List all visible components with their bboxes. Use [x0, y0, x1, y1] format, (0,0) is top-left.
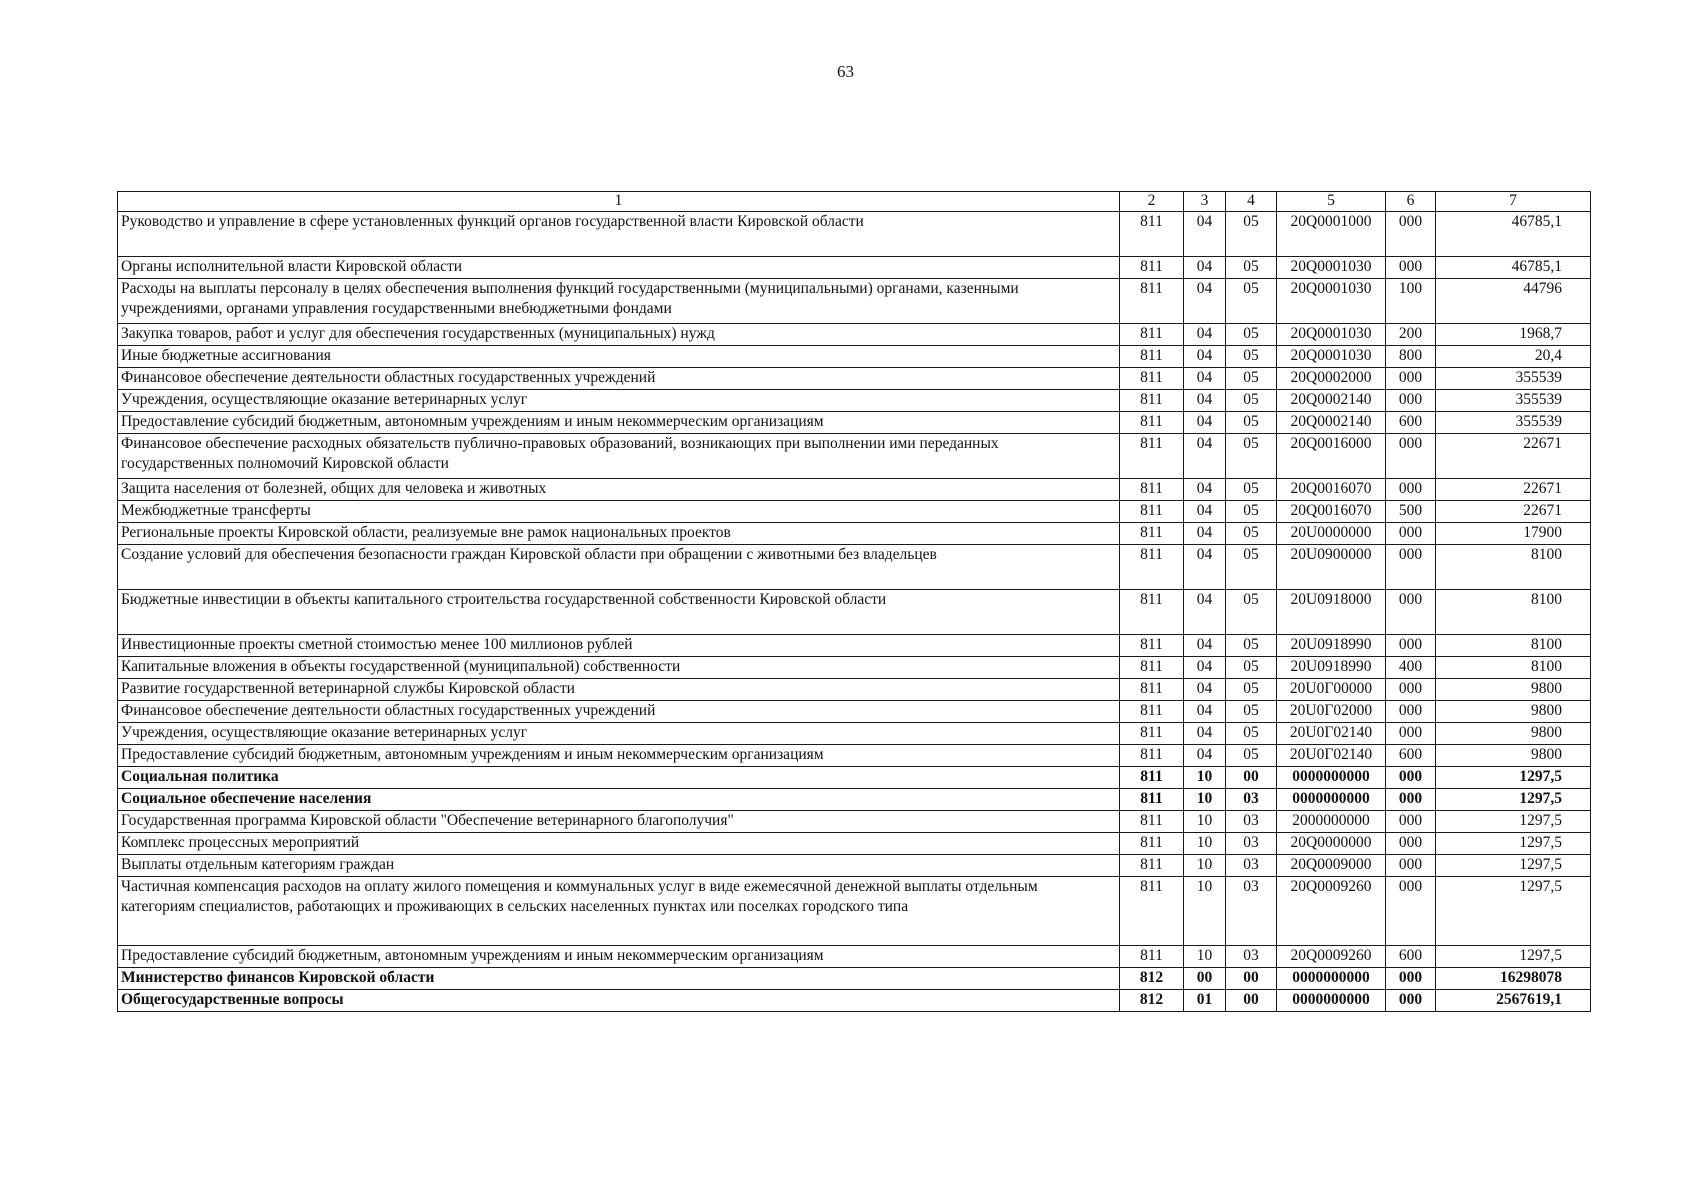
table-row — [118, 590, 1591, 635]
cell-section: 04 — [1184, 635, 1226, 657]
cell-ministry-code: 811 — [1120, 789, 1184, 811]
cell-amount: 44796 — [1436, 279, 1591, 324]
cell-amount: 46785,1 — [1436, 212, 1591, 257]
cell-section: 10 — [1184, 767, 1226, 789]
cell-subsection: 03 — [1226, 946, 1277, 968]
cell-target-article: 20Q0009000 — [1277, 855, 1386, 877]
cell-target-article: 20Q0001030 — [1277, 257, 1386, 279]
cell-target-article: 0000000000 — [1277, 968, 1386, 990]
cell-subsection: 05 — [1226, 412, 1277, 434]
cell-subsection: 05 — [1226, 346, 1277, 368]
cell-amount: 2567619,1 — [1436, 990, 1591, 1012]
cell-target-article: 20Q0016070 — [1277, 501, 1386, 523]
cell-subsection: 05 — [1226, 635, 1277, 657]
cell-subsection: 05 — [1226, 523, 1277, 545]
table-row — [118, 635, 1591, 657]
cell-section: 10 — [1184, 789, 1226, 811]
cell-section: 01 — [1184, 990, 1226, 1012]
cell-ministry-code: 811 — [1120, 635, 1184, 657]
cell-name: Предоставление субсидий бюджетным, автономным учреждениям и иным некоммерческим организациям — [118, 946, 1120, 968]
cell-ministry-code: 811 — [1120, 434, 1184, 479]
table-row — [118, 855, 1591, 877]
cell-amount: 1297,5 — [1436, 789, 1591, 811]
cell-target-article: 20Q0001000 — [1277, 212, 1386, 257]
cell-expense-type: 000 — [1386, 855, 1436, 877]
cell-amount: 8100 — [1436, 590, 1591, 635]
cell-target-article: 20Q0001030 — [1277, 324, 1386, 346]
cell-target-article: 20U0918990 — [1277, 657, 1386, 679]
cell-name: Финансовое обеспечение деятельности областных государственных учреждений — [118, 368, 1120, 390]
cell-name: Учреждения, осуществляющие оказание ветеринарных услуг — [118, 390, 1120, 412]
cell-name: Иные бюджетные ассигнования — [118, 346, 1120, 368]
cell-subsection: 05 — [1226, 657, 1277, 679]
cell-section: 04 — [1184, 212, 1226, 257]
table-row — [118, 767, 1591, 789]
cell-name: Развитие государственной ветеринарной службы Кировской области — [118, 679, 1120, 701]
cell-section: 04 — [1184, 279, 1226, 324]
cell-ministry-code: 811 — [1120, 545, 1184, 590]
cell-expense-type: 000 — [1386, 635, 1436, 657]
cell-section: 04 — [1184, 346, 1226, 368]
cell-expense-type: 600 — [1386, 946, 1436, 968]
cell-ministry-code: 811 — [1120, 523, 1184, 545]
table-row — [118, 412, 1591, 434]
cell-subsection: 05 — [1226, 434, 1277, 479]
cell-amount: 20,4 — [1436, 346, 1591, 368]
cell-ministry-code: 811 — [1120, 833, 1184, 855]
cell-section: 04 — [1184, 657, 1226, 679]
cell-target-article: 0000000000 — [1277, 789, 1386, 811]
cell-name: Комплекс процессных мероприятий — [118, 833, 1120, 855]
cell-section: 04 — [1184, 434, 1226, 479]
cell-expense-type: 000 — [1386, 968, 1436, 990]
cell-subsection: 03 — [1226, 789, 1277, 811]
table-row — [118, 811, 1591, 833]
cell-ministry-code: 811 — [1120, 723, 1184, 745]
cell-expense-type: 000 — [1386, 257, 1436, 279]
cell-subsection: 00 — [1226, 990, 1277, 1012]
cell-name: Предоставление субсидий бюджетным, автономным учреждениям и иным некоммерческим организациям — [118, 745, 1120, 767]
cell-amount: 22671 — [1436, 434, 1591, 479]
cell-ministry-code: 811 — [1120, 390, 1184, 412]
cell-name: Частичная компенсация расходов на оплату жилого помещения и коммунальных услуг в виде ежемесячной денежной выплаты отдельным категориям специалистов, работающих и проживающих в сельских населенных пунктах или поселках городского типа — [118, 877, 1120, 946]
cell-subsection: 05 — [1226, 701, 1277, 723]
table-row — [118, 434, 1591, 479]
cell-expense-type: 000 — [1386, 590, 1436, 635]
cell-section: 04 — [1184, 390, 1226, 412]
cell-ministry-code: 811 — [1120, 501, 1184, 523]
cell-name: Социальная политика — [118, 767, 1120, 789]
cell-ministry-code: 811 — [1120, 368, 1184, 390]
cell-section: 04 — [1184, 745, 1226, 767]
table-row — [118, 501, 1591, 523]
cell-target-article: 0000000000 — [1277, 767, 1386, 789]
cell-amount: 1297,5 — [1436, 946, 1591, 968]
cell-ministry-code: 811 — [1120, 946, 1184, 968]
table-row — [118, 701, 1591, 723]
cell-target-article: 20Q0001030 — [1277, 346, 1386, 368]
cell-target-article: 20U0000000 — [1277, 523, 1386, 545]
cell-name: Капитальные вложения в объекты государственной (муниципальной) собственности — [118, 657, 1120, 679]
column-header-subsection: 4 — [1226, 192, 1277, 212]
column-header-expense-type: 6 — [1386, 192, 1436, 212]
cell-expense-type: 100 — [1386, 279, 1436, 324]
cell-name: Финансовое обеспечение расходных обязательств публично-правовых образований, возникающих при выполнении ими переданных государственных полномочий Кировской области — [118, 434, 1120, 479]
cell-amount: 1297,5 — [1436, 811, 1591, 833]
table-row — [118, 789, 1591, 811]
cell-amount: 1297,5 — [1436, 767, 1591, 789]
table-row — [118, 368, 1591, 390]
cell-target-article: 20U0Г02140 — [1277, 723, 1386, 745]
cell-section: 04 — [1184, 545, 1226, 590]
cell-section: 04 — [1184, 723, 1226, 745]
cell-name: Региональные проекты Кировской области, реализуемые вне рамок национальных проектов — [118, 523, 1120, 545]
cell-expense-type: 600 — [1386, 412, 1436, 434]
table-row — [118, 279, 1591, 324]
cell-ministry-code: 811 — [1120, 811, 1184, 833]
cell-section: 04 — [1184, 368, 1226, 390]
cell-subsection: 05 — [1226, 501, 1277, 523]
cell-amount: 9800 — [1436, 701, 1591, 723]
cell-amount: 355539 — [1436, 412, 1591, 434]
cell-ministry-code: 811 — [1120, 479, 1184, 501]
cell-expense-type: 000 — [1386, 479, 1436, 501]
cell-ministry-code: 811 — [1120, 657, 1184, 679]
cell-subsection: 05 — [1226, 479, 1277, 501]
cell-expense-type: 200 — [1386, 324, 1436, 346]
cell-expense-type: 000 — [1386, 679, 1436, 701]
cell-amount: 8100 — [1436, 635, 1591, 657]
cell-name: Предоставление субсидий бюджетным, автономным учреждениям и иным некоммерческим организациям — [118, 412, 1120, 434]
table-row — [118, 545, 1591, 590]
cell-subsection: 03 — [1226, 855, 1277, 877]
cell-amount: 46785,1 — [1436, 257, 1591, 279]
cell-target-article: 20U0Г02000 — [1277, 701, 1386, 723]
cell-subsection: 05 — [1226, 257, 1277, 279]
table-row — [118, 479, 1591, 501]
cell-subsection: 00 — [1226, 767, 1277, 789]
cell-amount: 9800 — [1436, 679, 1591, 701]
cell-expense-type: 600 — [1386, 745, 1436, 767]
cell-target-article: 20Q0000000 — [1277, 833, 1386, 855]
cell-section: 04 — [1184, 412, 1226, 434]
cell-name: Общегосударственные вопросы — [118, 990, 1120, 1012]
cell-name: Государственная программа Кировской области "Обеспечение ветеринарного благополучия" — [118, 811, 1120, 833]
cell-amount: 16298078 — [1436, 968, 1591, 990]
cell-expense-type: 000 — [1386, 877, 1436, 946]
table-row — [118, 257, 1591, 279]
cell-amount: 9800 — [1436, 745, 1591, 767]
cell-target-article: 20Q0009260 — [1277, 946, 1386, 968]
cell-expense-type: 000 — [1386, 701, 1436, 723]
cell-subsection: 05 — [1226, 545, 1277, 590]
cell-section: 10 — [1184, 811, 1226, 833]
cell-amount: 22671 — [1436, 501, 1591, 523]
cell-name: Финансовое обеспечение деятельности областных государственных учреждений — [118, 701, 1120, 723]
cell-amount: 355539 — [1436, 368, 1591, 390]
table-body — [118, 212, 1591, 1012]
cell-expense-type: 000 — [1386, 833, 1436, 855]
cell-subsection: 03 — [1226, 811, 1277, 833]
cell-name: Закупка товаров, работ и услуг для обеспечения государственных (муниципальных) нужд — [118, 324, 1120, 346]
cell-amount: 9800 — [1436, 723, 1591, 745]
cell-section: 04 — [1184, 479, 1226, 501]
cell-ministry-code: 812 — [1120, 990, 1184, 1012]
cell-amount: 1968,7 — [1436, 324, 1591, 346]
cell-expense-type: 000 — [1386, 990, 1436, 1012]
cell-target-article: 20Q0001030 — [1277, 279, 1386, 324]
cell-name: Выплаты отдельным категориям граждан — [118, 855, 1120, 877]
cell-target-article: 20Q0016000 — [1277, 434, 1386, 479]
cell-section: 04 — [1184, 590, 1226, 635]
cell-subsection: 05 — [1226, 368, 1277, 390]
table-row — [118, 833, 1591, 855]
cell-expense-type: 400 — [1386, 657, 1436, 679]
cell-name: Органы исполнительной власти Кировской области — [118, 257, 1120, 279]
cell-expense-type: 000 — [1386, 767, 1436, 789]
cell-expense-type: 000 — [1386, 434, 1436, 479]
cell-target-article: 20U0918990 — [1277, 635, 1386, 657]
table-row — [118, 723, 1591, 745]
cell-expense-type: 000 — [1386, 368, 1436, 390]
cell-subsection: 05 — [1226, 212, 1277, 257]
column-header-section: 3 — [1184, 192, 1226, 212]
cell-ministry-code: 811 — [1120, 701, 1184, 723]
cell-name: Учреждения, осуществляющие оказание ветеринарных услуг — [118, 723, 1120, 745]
cell-ministry-code: 811 — [1120, 346, 1184, 368]
cell-ministry-code: 811 — [1120, 855, 1184, 877]
table-row — [118, 657, 1591, 679]
table-row — [118, 968, 1591, 990]
cell-section: 04 — [1184, 523, 1226, 545]
table-row — [118, 679, 1591, 701]
cell-target-article: 20U0Г00000 — [1277, 679, 1386, 701]
cell-target-article: 20U0Г02140 — [1277, 745, 1386, 767]
cell-section: 10 — [1184, 946, 1226, 968]
cell-subsection: 05 — [1226, 723, 1277, 745]
cell-section: 04 — [1184, 324, 1226, 346]
cell-subsection: 03 — [1226, 833, 1277, 855]
cell-ministry-code: 811 — [1120, 279, 1184, 324]
cell-amount: 8100 — [1436, 657, 1591, 679]
cell-ministry-code: 811 — [1120, 767, 1184, 789]
table-row — [118, 745, 1591, 767]
cell-subsection: 05 — [1226, 390, 1277, 412]
table-row — [118, 390, 1591, 412]
cell-section: 04 — [1184, 701, 1226, 723]
table-row — [118, 523, 1591, 545]
cell-target-article: 2000000000 — [1277, 811, 1386, 833]
cell-expense-type: 500 — [1386, 501, 1436, 523]
cell-ministry-code: 811 — [1120, 412, 1184, 434]
cell-ministry-code: 812 — [1120, 968, 1184, 990]
cell-amount: 355539 — [1436, 390, 1591, 412]
cell-amount: 22671 — [1436, 479, 1591, 501]
cell-name: Бюджетные инвестиции в объекты капитального строительства государственной собственности Кировской области — [118, 590, 1120, 635]
cell-expense-type: 800 — [1386, 346, 1436, 368]
cell-expense-type: 000 — [1386, 723, 1436, 745]
cell-subsection: 05 — [1226, 679, 1277, 701]
cell-section: 10 — [1184, 833, 1226, 855]
cell-name: Инвестиционные проекты сметной стоимостью менее 100 миллионов рублей — [118, 635, 1120, 657]
cell-amount: 1297,5 — [1436, 877, 1591, 946]
table-row — [118, 324, 1591, 346]
column-header-ministry: 2 — [1120, 192, 1184, 212]
cell-name: Защита населения от болезней, общих для человека и животных — [118, 479, 1120, 501]
cell-ministry-code: 811 — [1120, 679, 1184, 701]
cell-target-article: 20Q0002140 — [1277, 412, 1386, 434]
cell-target-article: 20Q0016070 — [1277, 479, 1386, 501]
cell-name: Расходы на выплаты персоналу в целях обеспечения выполнения функций государственными (муниципальными) органами, казенными учреждениями, органами управления государственными внебюджетными фондами — [118, 279, 1120, 324]
cell-amount: 17900 — [1436, 523, 1591, 545]
table-row — [118, 990, 1591, 1012]
cell-subsection: 03 — [1226, 877, 1277, 946]
cell-subsection: 05 — [1226, 279, 1277, 324]
cell-expense-type: 000 — [1386, 545, 1436, 590]
cell-ministry-code: 811 — [1120, 257, 1184, 279]
cell-section: 04 — [1184, 257, 1226, 279]
cell-amount: 1297,5 — [1436, 855, 1591, 877]
table-row — [118, 346, 1591, 368]
column-header-target-article: 5 — [1277, 192, 1386, 212]
cell-amount: 1297,5 — [1436, 833, 1591, 855]
table-row — [118, 877, 1591, 946]
cell-name: Создание условий для обеспечения безопасности граждан Кировской области при обращении с животными без владельцев — [118, 545, 1120, 590]
column-number-row — [118, 192, 1591, 212]
cell-target-article: 0000000000 — [1277, 990, 1386, 1012]
cell-target-article: 20Q0002000 — [1277, 368, 1386, 390]
page-number: 63 — [837, 62, 854, 81]
cell-section: 00 — [1184, 968, 1226, 990]
cell-section: 10 — [1184, 877, 1226, 946]
cell-subsection: 05 — [1226, 324, 1277, 346]
column-header-name: 1 — [118, 192, 1120, 212]
cell-amount: 8100 — [1436, 545, 1591, 590]
cell-expense-type: 000 — [1386, 212, 1436, 257]
cell-ministry-code: 811 — [1120, 877, 1184, 946]
table-row — [118, 946, 1591, 968]
cell-subsection: 05 — [1226, 745, 1277, 767]
cell-target-article: 20U0918000 — [1277, 590, 1386, 635]
cell-target-article: 20Q0009260 — [1277, 877, 1386, 946]
cell-ministry-code: 811 — [1120, 745, 1184, 767]
table-row — [118, 212, 1591, 257]
cell-expense-type: 000 — [1386, 523, 1436, 545]
cell-name: Социальное обеспечение населения — [118, 789, 1120, 811]
cell-subsection: 00 — [1226, 968, 1277, 990]
cell-section: 04 — [1184, 501, 1226, 523]
cell-expense-type: 000 — [1386, 390, 1436, 412]
cell-subsection: 05 — [1226, 590, 1277, 635]
column-header-amount: 7 — [1436, 192, 1591, 212]
cell-section: 10 — [1184, 855, 1226, 877]
cell-section: 04 — [1184, 679, 1226, 701]
cell-ministry-code: 811 — [1120, 212, 1184, 257]
cell-name: Министерство финансов Кировской области — [118, 968, 1120, 990]
cell-target-article: 20U0900000 — [1277, 545, 1386, 590]
cell-name: Руководство и управление в сфере установленных функций органов государственной власти Кировской области — [118, 212, 1120, 257]
cell-ministry-code: 811 — [1120, 590, 1184, 635]
cell-name: Межбюджетные трансферты — [118, 501, 1120, 523]
budget-table — [117, 191, 1591, 1012]
cell-ministry-code: 811 — [1120, 324, 1184, 346]
cell-target-article: 20Q0002140 — [1277, 390, 1386, 412]
cell-expense-type: 000 — [1386, 789, 1436, 811]
cell-expense-type: 000 — [1386, 811, 1436, 833]
